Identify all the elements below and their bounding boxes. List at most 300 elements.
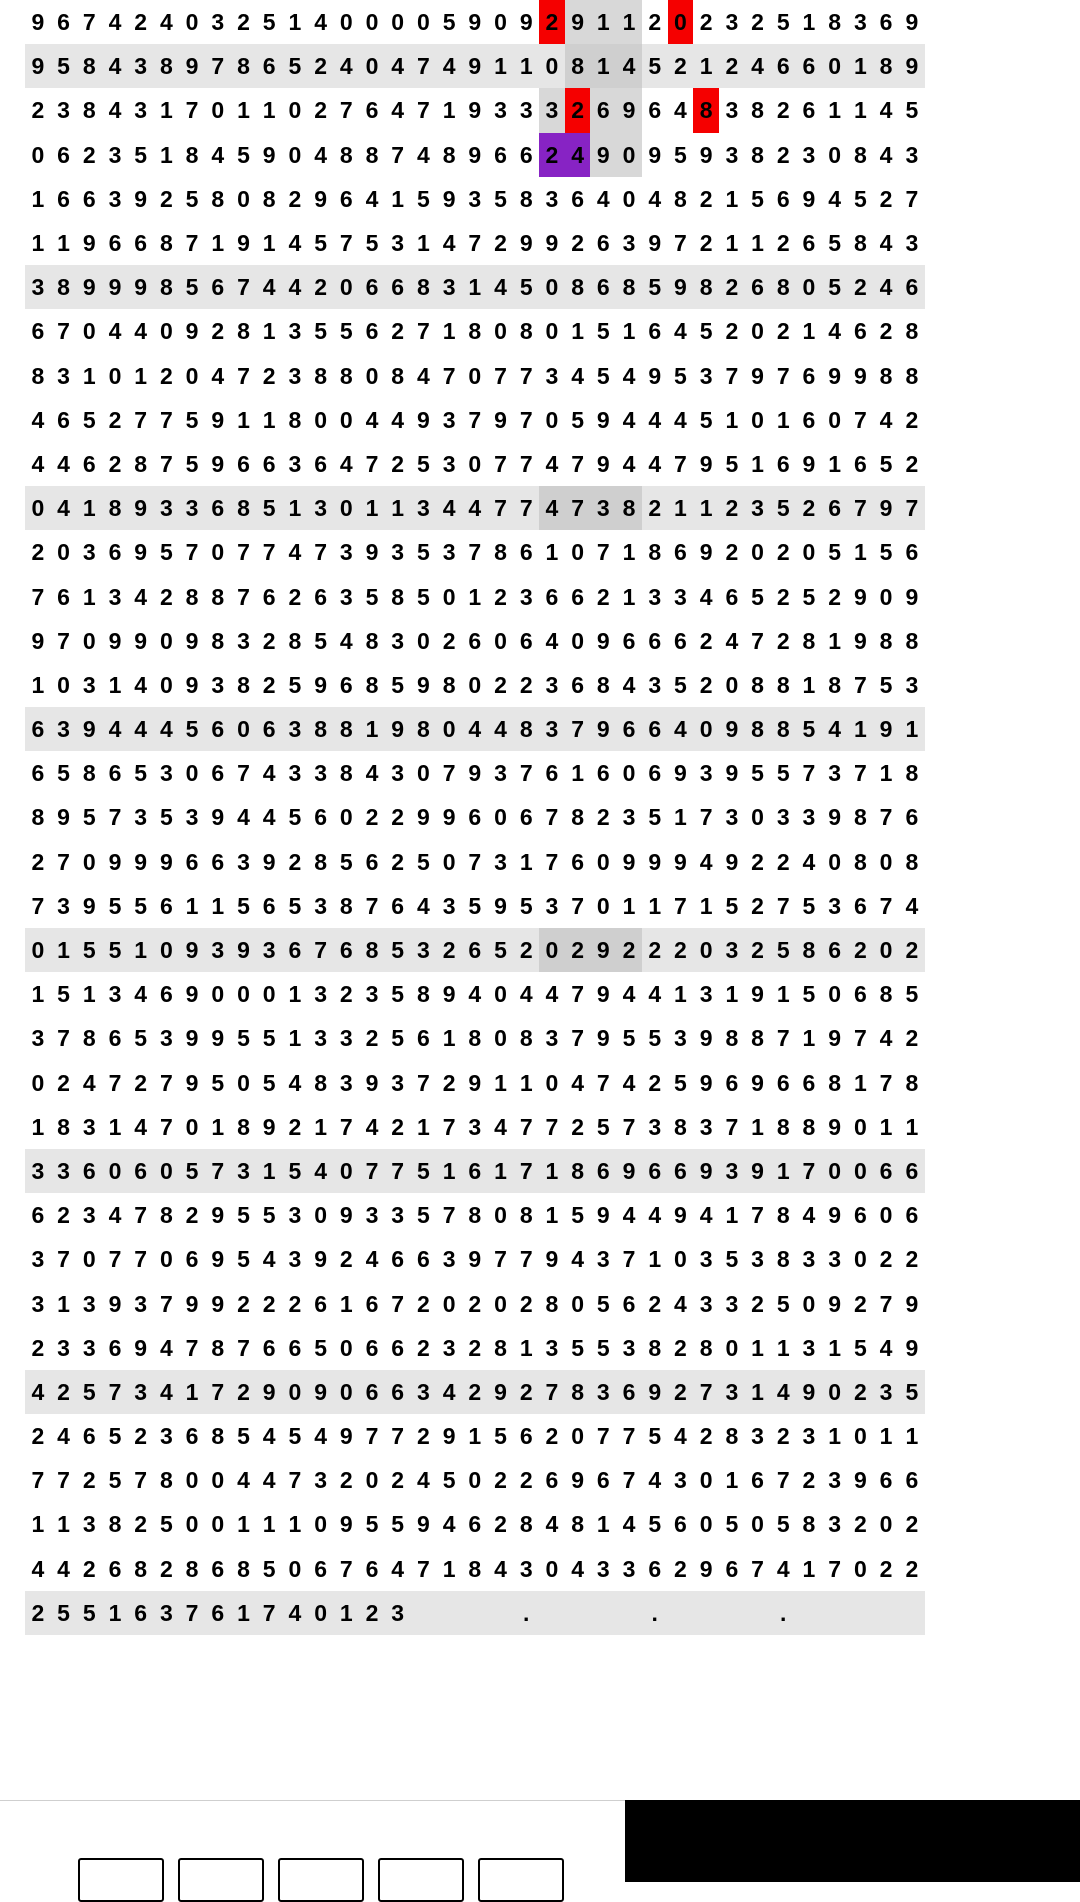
grid-cell[interactable]: 4 xyxy=(494,1555,507,1582)
grid-cell[interactable]: 9 xyxy=(211,1290,225,1317)
grid-cell[interactable]: 8 xyxy=(674,1113,687,1140)
grid-cell[interactable]: 9 xyxy=(365,1069,379,1096)
grid-cell[interactable]: 5 xyxy=(211,1069,225,1096)
grid-cell[interactable]: 8 xyxy=(648,539,662,566)
grid-cell[interactable]: 7 xyxy=(853,1025,867,1052)
grid-cell[interactable]: 9 xyxy=(699,539,713,566)
grid-cell[interactable]: 4 xyxy=(57,1423,70,1450)
grid-cell[interactable]: 0 xyxy=(288,141,302,168)
grid-cell[interactable]: 2 xyxy=(699,671,713,698)
grid-cell[interactable]: 4 xyxy=(417,892,430,919)
grid-cell[interactable]: 3 xyxy=(442,1334,456,1361)
grid-cell[interactable]: 1 xyxy=(828,627,842,654)
grid-cell[interactable]: 7 xyxy=(571,981,585,1008)
grid-cell[interactable]: 8 xyxy=(699,1334,713,1361)
grid-cell[interactable]: 4 xyxy=(134,583,148,610)
grid-cell[interactable] xyxy=(539,1591,565,1635)
grid-cell[interactable]: 6 xyxy=(333,928,359,972)
grid-cell[interactable]: 0 xyxy=(539,928,565,972)
grid-cell[interactable]: 9 xyxy=(417,804,430,831)
grid-cell[interactable]: 1 xyxy=(262,406,276,433)
grid-cell[interactable]: 8 xyxy=(76,44,102,88)
grid-cell[interactable]: 5 xyxy=(134,141,148,168)
grid-cell[interactable]: 9 xyxy=(674,1202,687,1229)
grid-cell[interactable]: 1 xyxy=(57,1290,70,1317)
grid-cell[interactable]: 4 xyxy=(262,760,276,787)
grid-cell[interactable]: 4 xyxy=(802,1202,816,1229)
grid-cell[interactable]: 0 xyxy=(185,362,199,389)
grid-cell[interactable]: 9 xyxy=(76,707,102,751)
grid-cell[interactable]: 6 xyxy=(211,848,225,875)
grid-cell[interactable]: 7 xyxy=(699,804,713,831)
grid-cell[interactable]: 3 xyxy=(391,230,405,257)
grid-cell[interactable]: 0 xyxy=(828,981,842,1008)
grid-cell[interactable]: 9 xyxy=(211,1246,225,1273)
grid-cell[interactable]: 7 xyxy=(693,1370,719,1414)
grid-cell[interactable]: 7 xyxy=(159,1113,173,1140)
grid-cell[interactable]: 4 xyxy=(822,707,848,751)
grid-cell[interactable]: 2 xyxy=(211,318,225,345)
grid-cell[interactable]: 1 xyxy=(899,707,925,751)
grid-cell[interactable]: 0 xyxy=(185,1467,199,1494)
grid-cell[interactable]: 0 xyxy=(25,486,51,530)
grid-cell[interactable]: 6 xyxy=(571,583,585,610)
grid-cell[interactable]: 2 xyxy=(237,9,250,36)
grid-cell[interactable]: 1 xyxy=(725,1202,739,1229)
grid-cell[interactable]: 1 xyxy=(648,892,662,919)
grid-cell[interactable]: 4 xyxy=(82,1069,96,1096)
grid-cell[interactable]: 4 xyxy=(57,450,70,477)
grid-cell[interactable]: 8 xyxy=(513,707,539,751)
grid-cell[interactable]: 3 xyxy=(365,1202,379,1229)
grid-cell[interactable]: 1 xyxy=(31,1511,45,1538)
grid-cell[interactable]: 7 xyxy=(442,1113,456,1140)
grid-cell[interactable]: 8 xyxy=(82,760,96,787)
grid-cell[interactable]: 7 xyxy=(134,406,148,433)
grid-cell[interactable]: 4 xyxy=(417,1467,430,1494)
grid-cell[interactable]: 8 xyxy=(31,362,45,389)
grid-cell[interactable]: 2 xyxy=(648,1290,662,1317)
grid-cell[interactable]: 1 xyxy=(211,892,225,919)
grid-cell[interactable]: 0 xyxy=(622,185,636,212)
grid-cell[interactable]: 9 xyxy=(828,1202,842,1229)
grid-cell[interactable]: 8 xyxy=(802,1113,816,1140)
grid-cell[interactable]: 2 xyxy=(262,362,276,389)
grid-cell[interactable]: 3 xyxy=(802,1423,816,1450)
grid-cell[interactable]: 8 xyxy=(159,1202,173,1229)
grid-cell[interactable] xyxy=(462,1591,488,1635)
grid-cell[interactable]: 1 xyxy=(185,892,199,919)
grid-cell[interactable]: 0 xyxy=(237,185,250,212)
grid-cell[interactable]: 0 xyxy=(31,1069,45,1096)
grid-cell[interactable]: 5 xyxy=(622,1025,636,1052)
grid-cell[interactable]: 7 xyxy=(776,1467,790,1494)
grid-cell[interactable]: 9 xyxy=(494,406,507,433)
grid-cell[interactable]: 9 xyxy=(699,1025,713,1052)
grid-cell[interactable]: 3 xyxy=(539,707,565,751)
grid-cell[interactable]: 9 xyxy=(648,230,662,257)
grid-cell[interactable]: 9 xyxy=(468,760,482,787)
grid-cell[interactable]: 0 xyxy=(853,1423,867,1450)
grid-cell[interactable]: 2 xyxy=(848,265,874,309)
grid-cell[interactable]: 0 xyxy=(468,671,482,698)
grid-cell[interactable]: 7 xyxy=(513,486,539,530)
grid-cell[interactable]: 3 xyxy=(539,88,565,132)
grid-cell[interactable]: 2 xyxy=(442,627,456,654)
grid-cell[interactable]: 0 xyxy=(848,1149,874,1193)
grid-cell[interactable]: 8 xyxy=(519,1511,533,1538)
grid-cell[interactable]: 0 xyxy=(237,1069,250,1096)
grid-cell[interactable]: 6 xyxy=(590,1149,616,1193)
grid-cell[interactable]: 3 xyxy=(185,804,199,831)
grid-cell[interactable]: 7 xyxy=(391,1423,405,1450)
grid-cell[interactable]: 3 xyxy=(905,671,919,698)
footer-button-2[interactable] xyxy=(178,1858,264,1902)
grid-cell[interactable]: 6 xyxy=(159,892,173,919)
grid-cell[interactable]: 9 xyxy=(262,1113,276,1140)
grid-cell[interactable]: 1 xyxy=(668,486,694,530)
grid-cell[interactable]: 7 xyxy=(205,44,231,88)
grid-cell[interactable] xyxy=(719,1591,745,1635)
grid-cell[interactable]: 4 xyxy=(108,318,122,345)
grid-cell[interactable]: 2 xyxy=(57,1069,70,1096)
grid-cell[interactable] xyxy=(436,1591,462,1635)
grid-cell[interactable]: 5 xyxy=(237,892,250,919)
grid-cell[interactable]: 7 xyxy=(237,583,250,610)
grid-cell[interactable]: 3 xyxy=(128,1370,154,1414)
grid-cell[interactable]: 2 xyxy=(776,141,790,168)
grid-cell[interactable]: . xyxy=(642,1591,668,1635)
grid-cell[interactable]: 2 xyxy=(494,583,507,610)
grid-cell[interactable]: 5 xyxy=(776,9,790,36)
grid-cell[interactable]: 8 xyxy=(31,804,45,831)
grid-cell[interactable]: 9 xyxy=(339,1511,353,1538)
grid-cell[interactable]: 8 xyxy=(565,44,591,88)
grid-cell[interactable]: 0 xyxy=(725,1334,739,1361)
grid-cell[interactable]: 2 xyxy=(288,583,302,610)
grid-cell[interactable]: 7 xyxy=(519,406,533,433)
grid-cell[interactable]: 1 xyxy=(745,1370,771,1414)
grid-cell[interactable]: 7 xyxy=(674,450,687,477)
grid-cell[interactable]: 3 xyxy=(436,265,462,309)
grid-cell[interactable]: 6 xyxy=(648,1555,662,1582)
grid-cell[interactable]: 5 xyxy=(596,1290,610,1317)
grid-cell[interactable]: 0 xyxy=(314,1511,327,1538)
grid-cell[interactable]: 1 xyxy=(879,760,893,787)
grid-cell[interactable]: 3 xyxy=(179,486,205,530)
grid-cell[interactable]: 3 xyxy=(853,9,867,36)
grid-cell[interactable]: 7 xyxy=(391,141,405,168)
grid-cell[interactable]: 2 xyxy=(699,185,713,212)
grid-cell[interactable]: 0 xyxy=(159,671,173,698)
grid-cell[interactable]: 0 xyxy=(237,981,250,1008)
grid-cell[interactable]: 7 xyxy=(468,230,482,257)
grid-cell[interactable]: 1 xyxy=(57,230,70,257)
grid-cell[interactable]: 1 xyxy=(468,1423,482,1450)
grid-cell[interactable]: 2 xyxy=(442,1069,456,1096)
grid-cell[interactable]: 6 xyxy=(545,1467,559,1494)
grid-cell[interactable]: 3 xyxy=(288,1246,302,1273)
grid-cell[interactable]: 6 xyxy=(262,583,276,610)
grid-cell[interactable]: 6 xyxy=(31,1202,45,1229)
grid-cell[interactable]: 8 xyxy=(339,892,353,919)
grid-cell[interactable]: 6 xyxy=(674,1511,687,1538)
grid-cell[interactable]: 1 xyxy=(237,406,250,433)
grid-cell[interactable]: 8 xyxy=(616,265,642,309)
grid-cell[interactable]: 5 xyxy=(442,1467,456,1494)
grid-cell[interactable]: 2 xyxy=(494,1467,507,1494)
grid-cell[interactable]: 3 xyxy=(237,627,250,654)
grid-cell[interactable]: 0 xyxy=(102,1149,128,1193)
grid-cell[interactable]: 5 xyxy=(365,583,379,610)
grid-cell[interactable]: 8 xyxy=(237,1113,250,1140)
grid-cell[interactable]: 8 xyxy=(648,1334,662,1361)
grid-cell[interactable]: 2 xyxy=(359,1591,385,1635)
grid-cell[interactable]: 8 xyxy=(237,318,250,345)
grid-cell[interactable]: 6 xyxy=(905,1467,919,1494)
grid-cell[interactable]: 1 xyxy=(82,981,96,1008)
grid-cell[interactable]: 7 xyxy=(828,1555,842,1582)
grid-cell[interactable]: 2 xyxy=(642,486,668,530)
grid-cell[interactable]: 0 xyxy=(802,539,816,566)
grid-cell[interactable]: 0 xyxy=(108,362,122,389)
grid-cell[interactable]: 0 xyxy=(494,627,507,654)
grid-cell[interactable]: 7 xyxy=(539,1370,565,1414)
grid-cell[interactable]: 5 xyxy=(776,1290,790,1317)
grid-cell[interactable]: 3 xyxy=(314,981,327,1008)
grid-cell[interactable]: 1 xyxy=(571,760,585,787)
grid-cell[interactable]: 4 xyxy=(314,141,327,168)
grid-cell[interactable]: 6 xyxy=(796,44,822,88)
grid-cell[interactable]: 6 xyxy=(31,760,45,787)
grid-cell[interactable]: 6 xyxy=(134,230,148,257)
grid-cell[interactable]: 1 xyxy=(828,1423,842,1450)
grid-cell[interactable]: 6 xyxy=(391,1334,405,1361)
grid-cell[interactable]: 7 xyxy=(596,1069,610,1096)
grid-cell[interactable]: 4 xyxy=(436,44,462,88)
grid-cell[interactable]: 8 xyxy=(468,1025,482,1052)
grid-cell[interactable]: 1 xyxy=(82,583,96,610)
grid-cell[interactable]: 4 xyxy=(462,486,488,530)
grid-cell[interactable]: 2 xyxy=(391,318,405,345)
grid-cell[interactable]: 3 xyxy=(905,230,919,257)
grid-cell[interactable]: 7 xyxy=(237,539,250,566)
grid-cell[interactable]: 6 xyxy=(282,928,308,972)
grid-cell[interactable]: 2 xyxy=(365,1025,379,1052)
grid-cell[interactable]: 8 xyxy=(674,185,687,212)
grid-cell[interactable]: 9 xyxy=(796,1370,822,1414)
grid-cell[interactable]: 5 xyxy=(725,450,739,477)
grid-cell[interactable]: 6 xyxy=(674,627,687,654)
grid-cell[interactable]: 5 xyxy=(365,1511,379,1538)
grid-cell[interactable]: 5 xyxy=(134,1025,148,1052)
grid-cell[interactable]: 5 xyxy=(596,318,610,345)
grid-cell[interactable]: 9 xyxy=(905,1334,919,1361)
grid-cell[interactable]: 2 xyxy=(853,1511,867,1538)
grid-cell[interactable]: 7 xyxy=(879,804,893,831)
grid-cell[interactable]: 6 xyxy=(853,892,867,919)
grid-cell[interactable]: 0 xyxy=(308,1591,334,1635)
grid-cell[interactable]: 5 xyxy=(751,185,764,212)
grid-cell[interactable]: 8 xyxy=(231,44,257,88)
grid-cell[interactable]: 1 xyxy=(776,406,790,433)
grid-cell[interactable]: 7 xyxy=(596,1423,610,1450)
grid-cell[interactable]: 7 xyxy=(565,486,591,530)
grid-cell[interactable]: 7 xyxy=(339,97,353,124)
grid-cell[interactable]: 7 xyxy=(108,804,122,831)
grid-cell[interactable]: 6 xyxy=(76,1149,102,1193)
grid-cell[interactable]: 3 xyxy=(51,1149,77,1193)
grid-cell[interactable]: 0 xyxy=(545,1555,559,1582)
grid-cell[interactable]: 6 xyxy=(668,1149,694,1193)
grid-cell[interactable]: 0 xyxy=(185,9,199,36)
grid-cell[interactable]: 6 xyxy=(185,1246,199,1273)
grid-cell[interactable]: 6 xyxy=(314,1555,327,1582)
grid-cell[interactable]: 9 xyxy=(699,1555,713,1582)
grid-cell[interactable]: 2 xyxy=(776,318,790,345)
grid-cell[interactable]: 3 xyxy=(159,1423,173,1450)
grid-cell[interactable]: 5 xyxy=(108,892,122,919)
grid-cell[interactable]: 7 xyxy=(108,1246,122,1273)
grid-cell[interactable]: 4 xyxy=(365,1113,379,1140)
grid-cell[interactable]: 9 xyxy=(905,583,919,610)
grid-cell[interactable]: 1 xyxy=(82,362,96,389)
grid-cell[interactable]: 7 xyxy=(545,804,559,831)
grid-cell[interactable]: 3 xyxy=(442,450,456,477)
grid-cell[interactable]: 2 xyxy=(314,97,327,124)
grid-cell[interactable]: 5 xyxy=(725,1511,739,1538)
grid-cell[interactable]: 9 xyxy=(211,1202,225,1229)
grid-cell[interactable]: 3 xyxy=(719,1370,745,1414)
grid-cell[interactable]: 3 xyxy=(57,97,70,124)
grid-cell[interactable]: 6 xyxy=(776,450,790,477)
grid-cell[interactable]: 3 xyxy=(211,671,225,698)
grid-cell[interactable]: 4 xyxy=(622,362,636,389)
grid-cell[interactable]: 3 xyxy=(590,1370,616,1414)
grid-cell[interactable]: 5 xyxy=(853,185,867,212)
grid-cell[interactable]: 1 xyxy=(436,1149,462,1193)
grid-cell[interactable]: 0 xyxy=(828,406,842,433)
grid-cell[interactable]: 4 xyxy=(288,230,302,257)
grid-cell[interactable]: 8 xyxy=(519,185,533,212)
grid-cell[interactable]: 7 xyxy=(802,760,816,787)
grid-cell[interactable]: 2 xyxy=(82,1467,96,1494)
grid-cell[interactable]: 4 xyxy=(539,486,565,530)
grid-cell[interactable]: 8 xyxy=(442,671,456,698)
grid-cell[interactable]: 7 xyxy=(519,362,533,389)
grid-cell[interactable]: 7 xyxy=(853,760,867,787)
grid-cell[interactable]: 6 xyxy=(108,1334,122,1361)
grid-cell[interactable]: 1 xyxy=(751,230,764,257)
grid-cell[interactable]: 0 xyxy=(751,318,764,345)
grid-cell[interactable]: 9 xyxy=(308,1370,334,1414)
grid-cell[interactable]: 9 xyxy=(873,486,899,530)
grid-cell[interactable]: 4 xyxy=(879,141,893,168)
grid-cell[interactable]: 3 xyxy=(699,1113,713,1140)
grid-cell[interactable]: 8 xyxy=(776,1202,790,1229)
grid-cell[interactable]: 2 xyxy=(159,583,173,610)
grid-cell[interactable]: 6 xyxy=(545,583,559,610)
grid-cell[interactable]: 1 xyxy=(616,0,642,44)
grid-cell[interactable]: 6 xyxy=(648,760,662,787)
grid-cell[interactable]: 7 xyxy=(185,1334,199,1361)
grid-cell[interactable]: 4 xyxy=(648,1467,662,1494)
grid-cell[interactable]: 7 xyxy=(751,1202,764,1229)
grid-cell[interactable]: 0 xyxy=(391,9,405,36)
grid-cell[interactable]: 4 xyxy=(462,707,488,751)
footer-button-5[interactable] xyxy=(478,1858,564,1902)
grid-cell[interactable]: 8 xyxy=(288,627,302,654)
grid-cell[interactable]: 0 xyxy=(494,804,507,831)
grid-cell[interactable]: 6 xyxy=(211,1555,225,1582)
grid-cell[interactable]: 7 xyxy=(205,1370,231,1414)
grid-cell[interactable]: 5 xyxy=(51,1591,77,1635)
grid-cell[interactable]: 6 xyxy=(82,185,96,212)
grid-cell[interactable]: 3 xyxy=(545,1334,559,1361)
grid-cell[interactable]: 4 xyxy=(545,1511,559,1538)
grid-cell[interactable]: 7 xyxy=(494,450,507,477)
grid-cell[interactable]: 2 xyxy=(879,1246,893,1273)
grid-cell[interactable]: 4 xyxy=(545,450,559,477)
grid-cell[interactable]: 8 xyxy=(796,928,822,972)
grid-cell[interactable]: 4 xyxy=(674,1423,687,1450)
grid-cell[interactable]: 1 xyxy=(802,1555,816,1582)
grid-cell[interactable]: 4 xyxy=(879,97,893,124)
footer-button-3[interactable] xyxy=(278,1858,364,1902)
grid-cell[interactable]: 5 xyxy=(57,981,70,1008)
grid-cell[interactable]: 4 xyxy=(571,1555,585,1582)
grid-cell[interactable]: 6 xyxy=(853,981,867,1008)
grid-cell[interactable]: 6 xyxy=(853,318,867,345)
grid-cell[interactable]: 6 xyxy=(359,265,385,309)
grid-cell[interactable]: 3 xyxy=(385,1591,411,1635)
grid-cell[interactable]: 4 xyxy=(31,406,45,433)
grid-cell[interactable]: 6 xyxy=(519,141,533,168)
grid-cell[interactable]: 7 xyxy=(256,1591,282,1635)
grid-cell[interactable]: 5 xyxy=(828,230,842,257)
grid-cell[interactable]: 3 xyxy=(314,892,327,919)
grid-cell[interactable]: 8 xyxy=(776,1246,790,1273)
grid-cell[interactable]: 9 xyxy=(211,804,225,831)
grid-cell[interactable]: 4 xyxy=(262,1423,276,1450)
grid-cell[interactable]: 6 xyxy=(159,981,173,1008)
grid-cell[interactable]: 9 xyxy=(802,450,816,477)
grid-cell[interactable]: 1 xyxy=(725,230,739,257)
grid-cell[interactable]: 6 xyxy=(256,707,282,751)
grid-cell[interactable]: 2 xyxy=(776,230,790,257)
grid-cell[interactable]: 6 xyxy=(57,141,70,168)
grid-cell[interactable]: 7 xyxy=(442,760,456,787)
grid-cell[interactable]: 8 xyxy=(905,318,919,345)
grid-cell[interactable]: 0 xyxy=(828,848,842,875)
grid-cell[interactable]: 1 xyxy=(488,1149,514,1193)
grid-cell[interactable]: 6 xyxy=(596,230,610,257)
grid-cell[interactable]: 8 xyxy=(411,707,437,751)
grid-cell[interactable]: 5 xyxy=(770,486,796,530)
grid-cell[interactable]: 1 xyxy=(488,44,514,88)
grid-cell[interactable]: 4 xyxy=(545,981,559,1008)
grid-cell[interactable]: 9 xyxy=(82,230,96,257)
grid-cell[interactable]: 0 xyxy=(159,1246,173,1273)
grid-cell[interactable]: 5 xyxy=(256,486,282,530)
grid-cell[interactable]: 5 xyxy=(802,583,816,610)
grid-cell[interactable]: 4 xyxy=(108,9,122,36)
grid-cell[interactable]: 7 xyxy=(159,450,173,477)
grid-cell[interactable]: 6 xyxy=(571,185,585,212)
grid-cell[interactable]: 0 xyxy=(231,707,257,751)
grid-cell[interactable]: 5 xyxy=(262,1202,276,1229)
grid-cell[interactable]: 5 xyxy=(905,981,919,1008)
